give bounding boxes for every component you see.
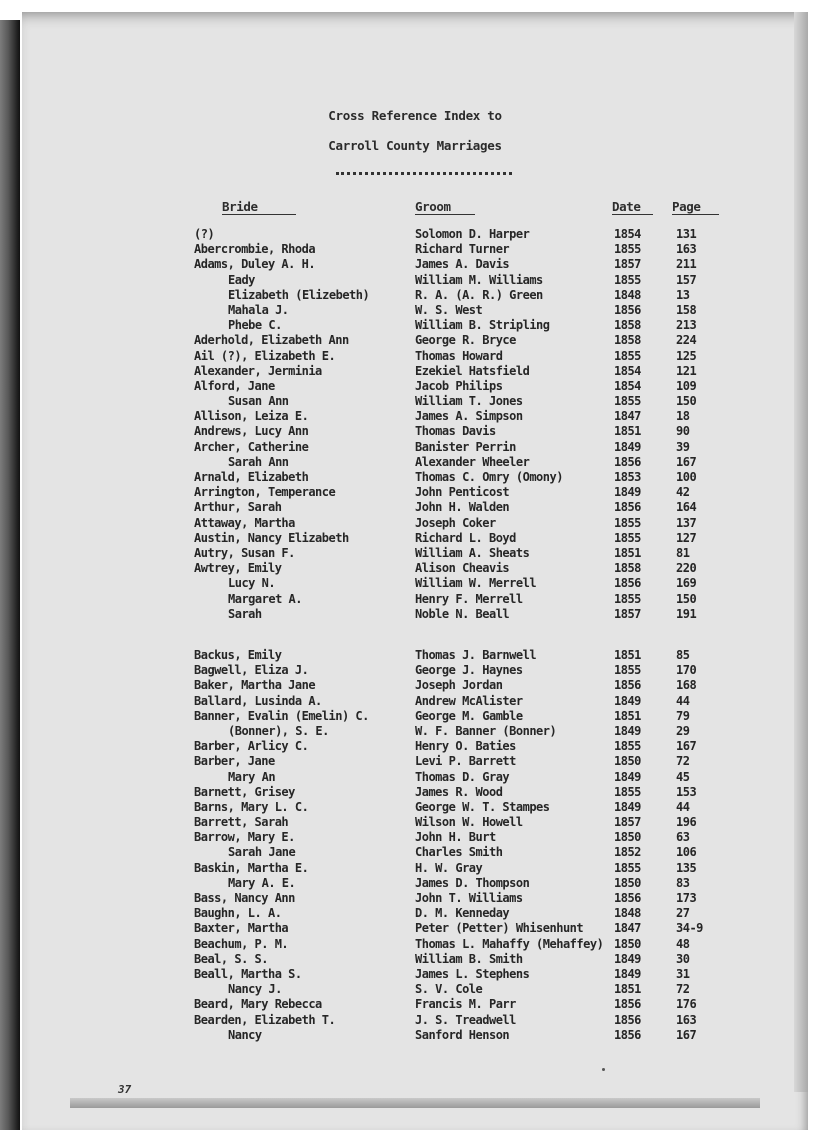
page-reference: 135 xyxy=(676,860,697,875)
bride-name: Mary An xyxy=(228,769,276,784)
bride-name: Beard, Mary Rebecca xyxy=(194,997,322,1012)
index-entry xyxy=(22,830,808,845)
bride-name: Mahala J. xyxy=(228,302,289,317)
page-reference: 109 xyxy=(676,378,697,393)
page-reference: 31 xyxy=(676,966,690,981)
index-block-a xyxy=(22,227,808,622)
bride-name: Bass, Nancy Ann xyxy=(194,891,295,905)
page-reference: 196 xyxy=(676,815,697,830)
page-title-line-1: Cross Reference Index to xyxy=(328,108,502,123)
page-reference: 150 xyxy=(676,394,697,409)
page-reference: 18 xyxy=(676,409,690,424)
index-entry xyxy=(22,861,808,876)
index-entry xyxy=(22,709,808,724)
index-entry xyxy=(22,318,808,333)
page-reference: 153 xyxy=(676,784,697,799)
page-reference: 157 xyxy=(676,272,697,287)
bride-name: Bagwell, Eliza J. xyxy=(194,663,309,678)
bride-name: Barber, Arlicy C. xyxy=(194,739,309,754)
index-entry xyxy=(22,440,808,455)
groom-name: W. F. Banner (Bonner) xyxy=(415,723,557,738)
index-entry xyxy=(22,364,808,379)
page-reference: 167 xyxy=(676,1027,697,1042)
marriage-year: 1849 xyxy=(614,951,641,966)
marriage-year: 1858 xyxy=(614,333,641,348)
marriage-year: 1853 xyxy=(614,470,641,484)
index-entry xyxy=(22,242,808,257)
scanned-page xyxy=(22,12,808,1130)
bride-name: Aderhold, Elizabeth Ann xyxy=(194,333,349,348)
groom-name: William B. Smith xyxy=(415,951,523,966)
bride-name: Austin, Nancy Elizabeth xyxy=(194,530,349,545)
page-reference: 163 xyxy=(676,242,697,257)
page-reference: 72 xyxy=(676,754,690,769)
groom-name: William T. Jones xyxy=(415,394,523,409)
page-reference: 13 xyxy=(676,287,690,302)
bride-name: Sarah xyxy=(228,606,262,621)
marriage-year: 1847 xyxy=(614,409,641,424)
page-reference: 191 xyxy=(676,606,697,621)
marriage-year: 1856 xyxy=(614,678,641,693)
bride-name: Barber, Jane xyxy=(194,754,275,769)
index-entry xyxy=(22,1013,808,1028)
marriage-year: 1855 xyxy=(614,860,641,875)
index-entry xyxy=(22,273,808,288)
page-reference: 81 xyxy=(676,545,690,560)
bride-name: Eady xyxy=(228,272,255,287)
groom-name: George J. Haynes xyxy=(415,663,523,678)
index-entry xyxy=(22,333,808,348)
bride-name: Baker, Martha Jane xyxy=(194,678,316,693)
page-reference: 106 xyxy=(676,845,697,860)
page-reference: 48 xyxy=(676,936,690,951)
bride-name: Arthur, Sarah xyxy=(194,500,282,515)
page-reference: 45 xyxy=(676,769,690,784)
marriage-year: 1855 xyxy=(614,348,641,363)
index-entry xyxy=(22,592,808,607)
page-reference: 72 xyxy=(676,982,690,997)
page-reference: 127 xyxy=(676,530,697,545)
page-title-line-2: Carroll County Marriages xyxy=(328,138,502,153)
index-entry xyxy=(22,531,808,546)
marriage-year: 1848 xyxy=(614,906,641,921)
index-entry xyxy=(22,303,808,318)
index-entry xyxy=(22,876,808,891)
groom-name: John T. Williams xyxy=(415,891,523,905)
index-entry xyxy=(22,678,808,693)
page-reference: 220 xyxy=(676,561,697,576)
groom-name: J. S. Treadwell xyxy=(415,1012,516,1027)
index-entry xyxy=(22,424,808,439)
page-reference: 173 xyxy=(676,891,697,905)
marriage-year: 1855 xyxy=(614,394,641,409)
bride-name: Lucy N. xyxy=(228,576,276,591)
bride-name: Barrett, Sarah xyxy=(194,815,289,830)
marriage-year: 1850 xyxy=(614,830,641,845)
bride-name: Phebe C. xyxy=(228,318,282,333)
page-reference: 42 xyxy=(676,485,690,500)
groom-name: George R. Bryce xyxy=(415,333,516,348)
marriage-year: 1849 xyxy=(614,966,641,981)
bride-name: Autry, Susan F. xyxy=(194,545,295,560)
marriage-year: 1856 xyxy=(614,1012,641,1027)
marriage-year: 1849 xyxy=(614,693,641,708)
marriage-year: 1856 xyxy=(614,302,641,317)
page-reference: 167 xyxy=(676,454,697,469)
page-reference: 121 xyxy=(676,363,697,378)
groom-name: H. W. Gray xyxy=(415,860,483,875)
bride-name: Beall, Martha S. xyxy=(194,966,302,981)
marriage-year: 1855 xyxy=(614,739,641,754)
marriage-year: 1856 xyxy=(614,997,641,1012)
page-reference: 39 xyxy=(676,439,690,454)
groom-name: Jacob Philips xyxy=(415,378,503,393)
page-reference: 30 xyxy=(676,951,690,966)
index-entry xyxy=(22,1028,808,1043)
page-number: 37 xyxy=(118,1083,132,1096)
index-entry xyxy=(22,561,808,576)
groom-name: Thomas L. Mahaffy (Mehaffey) xyxy=(415,936,604,951)
page-reference: 44 xyxy=(676,799,690,814)
marriage-year: 1851 xyxy=(614,424,641,439)
bride-name: Beal, S. S. xyxy=(194,951,268,966)
index-entry xyxy=(22,800,808,815)
marriage-year: 1850 xyxy=(614,754,641,769)
groom-name: George M. Gamble xyxy=(415,708,523,723)
index-entry xyxy=(22,379,808,394)
marriage-year: 1855 xyxy=(614,272,641,287)
marriage-year: 1857 xyxy=(614,257,641,272)
index-entry xyxy=(22,227,808,242)
dotted-divider xyxy=(336,172,512,175)
bride-name: Alford, Jane xyxy=(194,378,275,393)
groom-name: Noble N. Beall xyxy=(415,606,510,621)
marriage-year: 1856 xyxy=(614,891,641,905)
groom-name: John H. Walden xyxy=(415,500,510,515)
marriage-year: 1847 xyxy=(614,921,641,936)
marriage-year: 1851 xyxy=(614,982,641,997)
groom-name: William A. Sheats xyxy=(415,545,530,560)
marriage-year: 1849 xyxy=(614,799,641,814)
bride-name: Nancy J. xyxy=(228,982,282,997)
index-entry xyxy=(22,470,808,485)
bride-name: Alexander, Jerminia xyxy=(194,363,322,378)
groom-name: James D. Thompson xyxy=(415,875,530,890)
index-entry xyxy=(22,724,808,739)
groom-name: Henry O. Baties xyxy=(415,739,516,754)
book-spine-edge xyxy=(0,20,20,1130)
bride-name: Abercrombie, Rhoda xyxy=(194,242,316,257)
groom-name: Francis M. Parr xyxy=(415,997,516,1012)
bride-name: Susan Ann xyxy=(228,394,289,409)
bride-name: Ballard, Lusinda A. xyxy=(194,693,322,708)
bride-name: Awtrey, Emily xyxy=(194,561,282,576)
bride-name: Ail (?), Elizabeth E. xyxy=(194,348,336,363)
index-entry xyxy=(22,500,808,515)
index-entry xyxy=(22,648,808,663)
groom-name: Peter (Petter) Whisenhunt xyxy=(415,921,584,936)
groom-name: George W. T. Stampes xyxy=(415,799,550,814)
column-header-page: Page xyxy=(672,199,719,215)
bride-name: Arnald, Elizabeth xyxy=(194,470,309,484)
page-reference: 44 xyxy=(676,693,690,708)
page-reference: 29 xyxy=(676,723,690,738)
index-entry xyxy=(22,815,808,830)
bride-name: Banner, Evalin (Emelin) C. xyxy=(194,708,369,723)
bride-name: Baxter, Martha xyxy=(194,921,289,936)
index-block-b xyxy=(22,648,808,1043)
index-entry xyxy=(22,906,808,921)
marriage-year: 1856 xyxy=(614,454,641,469)
index-entry xyxy=(22,739,808,754)
page-reference: 169 xyxy=(676,576,697,591)
marriage-year: 1856 xyxy=(614,1027,641,1042)
page-reference: 27 xyxy=(676,906,690,921)
index-entry xyxy=(22,349,808,364)
bride-name: Barnett, Grisey xyxy=(194,784,295,799)
bride-name: Attaway, Martha xyxy=(194,515,295,530)
column-header-date: Date xyxy=(612,199,653,215)
bride-name: Elizabeth (Elizebeth) xyxy=(228,287,370,302)
index-entry xyxy=(22,937,808,952)
index-entry xyxy=(22,952,808,967)
groom-name: Ezekiel Hatsfield xyxy=(415,363,530,378)
page-reference: 83 xyxy=(676,875,690,890)
index-entry xyxy=(22,607,808,622)
groom-name: Solomon D. Harper xyxy=(415,227,530,241)
page-reference: 224 xyxy=(676,333,697,348)
groom-name: William M. Williams xyxy=(415,272,543,287)
bride-name: (?) xyxy=(194,227,215,241)
index-entry xyxy=(22,288,808,303)
groom-name: Alison Cheavis xyxy=(415,561,510,576)
groom-name: Sanford Henson xyxy=(415,1027,510,1042)
page-reference: 63 xyxy=(676,830,690,845)
bride-name: Sarah Ann xyxy=(228,454,289,469)
groom-name: S. V. Cole xyxy=(415,982,483,997)
groom-name: James A. Davis xyxy=(415,257,510,272)
groom-name: Richard Turner xyxy=(415,242,510,257)
bride-name: Bearden, Elizabeth T. xyxy=(194,1012,336,1027)
groom-name: Thomas C. Omry (Omony) xyxy=(415,470,563,484)
groom-name: William W. Merrell xyxy=(415,576,537,591)
groom-name: Henry F. Merrell xyxy=(415,591,523,606)
bride-name: Beachum, P. M. xyxy=(194,936,289,951)
index-entry xyxy=(22,576,808,591)
marriage-year: 1849 xyxy=(614,485,641,500)
marriage-year: 1857 xyxy=(614,606,641,621)
groom-name: James A. Simpson xyxy=(415,409,523,424)
page-reference: 85 xyxy=(676,648,690,662)
index-entry xyxy=(22,409,808,424)
marriage-year: 1855 xyxy=(614,242,641,257)
bride-name: Andrews, Lucy Ann xyxy=(194,424,309,439)
groom-name: Thomas D. Gray xyxy=(415,769,510,784)
bride-name: (Bonner), S. E. xyxy=(228,723,329,738)
marriage-year: 1857 xyxy=(614,815,641,830)
index-entry xyxy=(22,982,808,997)
index-entry xyxy=(22,770,808,785)
page-reference: 176 xyxy=(676,997,697,1012)
marriage-year: 1851 xyxy=(614,545,641,560)
groom-name: John Penticost xyxy=(415,485,510,500)
column-header-bride: Bride xyxy=(222,199,296,215)
index-entry xyxy=(22,485,808,500)
marriage-year: 1851 xyxy=(614,708,641,723)
page-reference: 100 xyxy=(676,470,697,484)
page-reference: 125 xyxy=(676,348,697,363)
marriage-year: 1855 xyxy=(614,515,641,530)
marriage-year: 1858 xyxy=(614,561,641,576)
bride-name: Baughn, L. A. xyxy=(194,906,282,921)
bride-name: Margaret A. xyxy=(228,591,302,606)
groom-name: Joseph Coker xyxy=(415,515,496,530)
bride-name: Arrington, Temperance xyxy=(194,485,336,500)
groom-name: Thomas Howard xyxy=(415,348,503,363)
groom-name: Thomas J. Barnwell xyxy=(415,648,537,662)
marriage-year: 1855 xyxy=(614,530,641,545)
groom-name: James R. Wood xyxy=(415,784,503,799)
page-reference: 168 xyxy=(676,678,697,693)
groom-name: Levi P. Barrett xyxy=(415,754,516,769)
groom-name: Charles Smith xyxy=(415,845,503,860)
marriage-year: 1854 xyxy=(614,363,641,378)
index-entry xyxy=(22,997,808,1012)
groom-name: Wilson W. Howell xyxy=(415,815,523,830)
index-entry xyxy=(22,785,808,800)
index-entry xyxy=(22,921,808,936)
index-entry xyxy=(22,694,808,709)
page-reference: 79 xyxy=(676,708,690,723)
index-entry xyxy=(22,455,808,470)
marriage-year: 1858 xyxy=(614,318,641,333)
marriage-year: 1855 xyxy=(614,591,641,606)
marriage-year: 1856 xyxy=(614,500,641,515)
groom-name: James L. Stephens xyxy=(415,966,530,981)
index-entry xyxy=(22,845,808,860)
index-entry xyxy=(22,754,808,769)
groom-name: John H. Burt xyxy=(415,830,496,845)
page-reference: 213 xyxy=(676,318,697,333)
index-entry xyxy=(22,394,808,409)
page-reference: 211 xyxy=(676,257,697,272)
bride-name: Allison, Leiza E. xyxy=(194,409,309,424)
page-reference: 164 xyxy=(676,500,697,515)
page-reference: 150 xyxy=(676,591,697,606)
index-entry xyxy=(22,546,808,561)
marriage-year: 1849 xyxy=(614,439,641,454)
page-reference: 163 xyxy=(676,1012,697,1027)
page-reference: 137 xyxy=(676,515,697,530)
marriage-year: 1850 xyxy=(614,936,641,951)
groom-name: Joseph Jordan xyxy=(415,678,503,693)
index-entry xyxy=(22,663,808,678)
groom-name: Alexander Wheeler xyxy=(415,454,530,469)
index-entry xyxy=(22,891,808,906)
marriage-year: 1856 xyxy=(614,576,641,591)
groom-name: Thomas Davis xyxy=(415,424,496,439)
page-reference: 34-9 xyxy=(676,921,703,936)
index-entry xyxy=(22,516,808,531)
page-reference: 90 xyxy=(676,424,690,439)
groom-name: R. A. (A. R.) Green xyxy=(415,287,543,302)
bride-name: Baskin, Martha E. xyxy=(194,860,309,875)
bride-name: Sarah Jane xyxy=(228,845,296,860)
scan-speck xyxy=(602,1068,605,1071)
bride-name: Nancy xyxy=(228,1027,262,1042)
marriage-year: 1849 xyxy=(614,769,641,784)
groom-name: Richard L. Boyd xyxy=(415,530,516,545)
marriage-year: 1849 xyxy=(614,723,641,738)
marriage-year: 1854 xyxy=(614,378,641,393)
marriage-year: 1855 xyxy=(614,663,641,678)
groom-name: Andrew McAlister xyxy=(415,693,523,708)
index-entry xyxy=(22,257,808,272)
marriage-year: 1850 xyxy=(614,875,641,890)
page-reference: 167 xyxy=(676,739,697,754)
groom-name: Banister Perrin xyxy=(415,439,516,454)
groom-name: D. M. Kenneday xyxy=(415,906,510,921)
bride-name: Barrow, Mary E. xyxy=(194,830,295,845)
bride-name: Backus, Emily xyxy=(194,648,282,662)
index-entry xyxy=(22,967,808,982)
groom-name: W. S. West xyxy=(415,302,483,317)
marriage-year: 1848 xyxy=(614,287,641,302)
bride-name: Barns, Mary L. C. xyxy=(194,799,309,814)
column-header-groom: Groom xyxy=(415,199,475,215)
marriage-year: 1854 xyxy=(614,227,641,241)
page-bottom-shadow xyxy=(70,1098,760,1108)
groom-name: William B. Stripling xyxy=(415,318,550,333)
marriage-year: 1851 xyxy=(614,648,641,662)
bride-name: Mary A. E. xyxy=(228,875,296,890)
bride-name: Archer, Catherine xyxy=(194,439,309,454)
page-reference: 158 xyxy=(676,302,697,317)
page-reference: 170 xyxy=(676,663,697,678)
page-reference: 131 xyxy=(676,227,697,241)
bride-name: Adams, Duley A. H. xyxy=(194,257,316,272)
marriage-year: 1852 xyxy=(614,845,641,860)
marriage-year: 1855 xyxy=(614,784,641,799)
